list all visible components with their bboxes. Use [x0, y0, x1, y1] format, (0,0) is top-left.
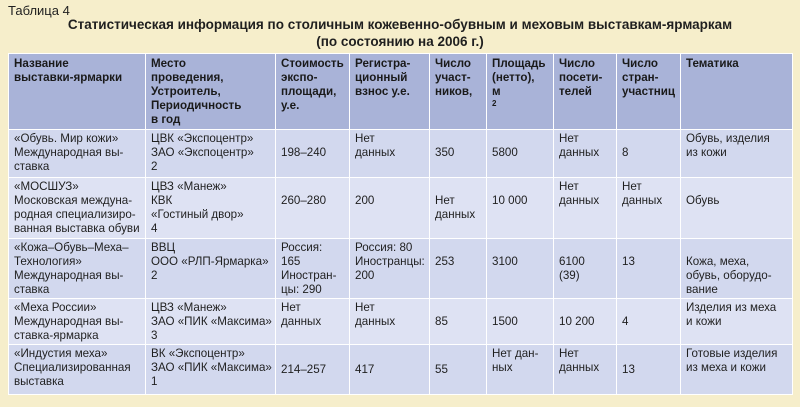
table-title-line1: Статистическая информация по столичным кожевенно-обувным и меховым выставкам-ярмаркам: [67, 17, 733, 32]
table-title: [0, 16, 800, 50]
cell-place: ЦВК «Экспоцентр» ЗАО «Экспоцентр» 2: [146, 130, 276, 178]
cell-cost: 198–240: [276, 130, 350, 178]
cell-place: ЦВЗ «Манеж» ЗАО «ПИК «Максима» 3: [146, 299, 276, 345]
cell-countries: 8: [617, 130, 681, 178]
cell-name: «Обувь. Мир кожи» Международная вы- ставка: [9, 130, 146, 178]
table-title-line2: (по состоянию на 2006 г.): [316, 34, 484, 49]
cell-theme: Обувь: [681, 178, 793, 239]
cell-area: Нет дан- ных: [487, 345, 554, 395]
cell-cost: Россия: 165 Иностран- цы: 290: [276, 239, 350, 299]
cell-participants: 55: [430, 345, 487, 395]
header-area: Площадь (нетто), м $^2$: [487, 54, 554, 130]
cell-theme: Готовые изделия из меха и кожи: [681, 345, 793, 395]
area-superscript: 2: [492, 99, 497, 108]
cell-cost: Нет данных: [276, 299, 350, 345]
cell-area: 5800: [487, 130, 554, 178]
cell-fee: 200: [350, 178, 430, 239]
header-name: Название выставки-ярмарки: [9, 54, 146, 130]
cell-place: ЦВЗ «Манеж» КВК «Гостиный двор» 4: [146, 178, 276, 239]
cell-visitors: Нет данных: [554, 178, 617, 239]
cell-participants: 253: [430, 239, 487, 299]
cell-area: 10 000: [487, 178, 554, 239]
cell-theme: Кожа, меха, обувь, оборудо- вание: [681, 239, 793, 299]
cell-fee: Нет данных: [350, 299, 430, 345]
cell-visitors: 6100 (39): [554, 239, 617, 299]
cell-participants: 350: [430, 130, 487, 178]
header-theme: Тематика: [681, 54, 793, 130]
cell-countries: Нет данных: [617, 178, 681, 239]
cell-theme: Обувь, изделия из кожи: [681, 130, 793, 178]
cell-fee: Нет данных: [350, 130, 430, 178]
header-cost: Стоимость экспо- площади, у.е.: [276, 54, 350, 130]
cell-visitors: Нет данных: [554, 130, 617, 178]
cell-name: «Кожа–Обувь–Меха– Технология» Международная вы- ставка: [9, 239, 146, 299]
table-caption: Таблица 4: [8, 3, 70, 18]
header-row: [9, 54, 793, 130]
exhibitions-table: [8, 53, 793, 395]
cell-participants: Нет данных: [430, 178, 487, 239]
cell-name: «Меха России» Международная вы- ставка-ярмарка: [9, 299, 146, 345]
cell-participants: 85: [430, 299, 487, 345]
cell-fee: 417: [350, 345, 430, 395]
table-row: [9, 130, 793, 178]
cell-cost: 214–257: [276, 345, 350, 395]
table-row: [9, 299, 793, 345]
cell-place: ВК «Экспоцентр» ЗАО «ПИК «Максима» 1: [146, 345, 276, 395]
header-fee: Регистра- ционный взнос у.е.: [350, 54, 430, 130]
table-row: [9, 345, 793, 395]
cell-countries: 13: [617, 239, 681, 299]
cell-name: «Индустия меха» Специализированная выставка: [9, 345, 146, 395]
cell-theme: Изделия из меха и кожи: [681, 299, 793, 345]
cell-countries: 13: [617, 345, 681, 395]
cell-area: 1500: [487, 299, 554, 345]
header-visitors: Число посети- телей: [554, 54, 617, 130]
header-place: Место проведения, Устроитель, Периодичность в год: [146, 54, 276, 130]
cell-countries: 4: [617, 299, 681, 345]
header-countries: Число стран- участниц: [617, 54, 681, 130]
cell-area: 3100: [487, 239, 554, 299]
cell-visitors: Нет данных: [554, 345, 617, 395]
cell-visitors: 10 200: [554, 299, 617, 345]
header-participants: Число участ- ников,: [430, 54, 487, 130]
table-row: [9, 178, 793, 239]
cell-name: «МОСШУЗ» Московская междуна- родная специализиро- ванная выставка обуви: [9, 178, 146, 239]
cell-fee: Россия: 80 Иностранцы: 200: [350, 239, 430, 299]
cell-place: ВВЦ ООО «РЛП-Ярмарка» 2: [146, 239, 276, 299]
table-row: [9, 239, 793, 299]
cell-cost: 260–280: [276, 178, 350, 239]
